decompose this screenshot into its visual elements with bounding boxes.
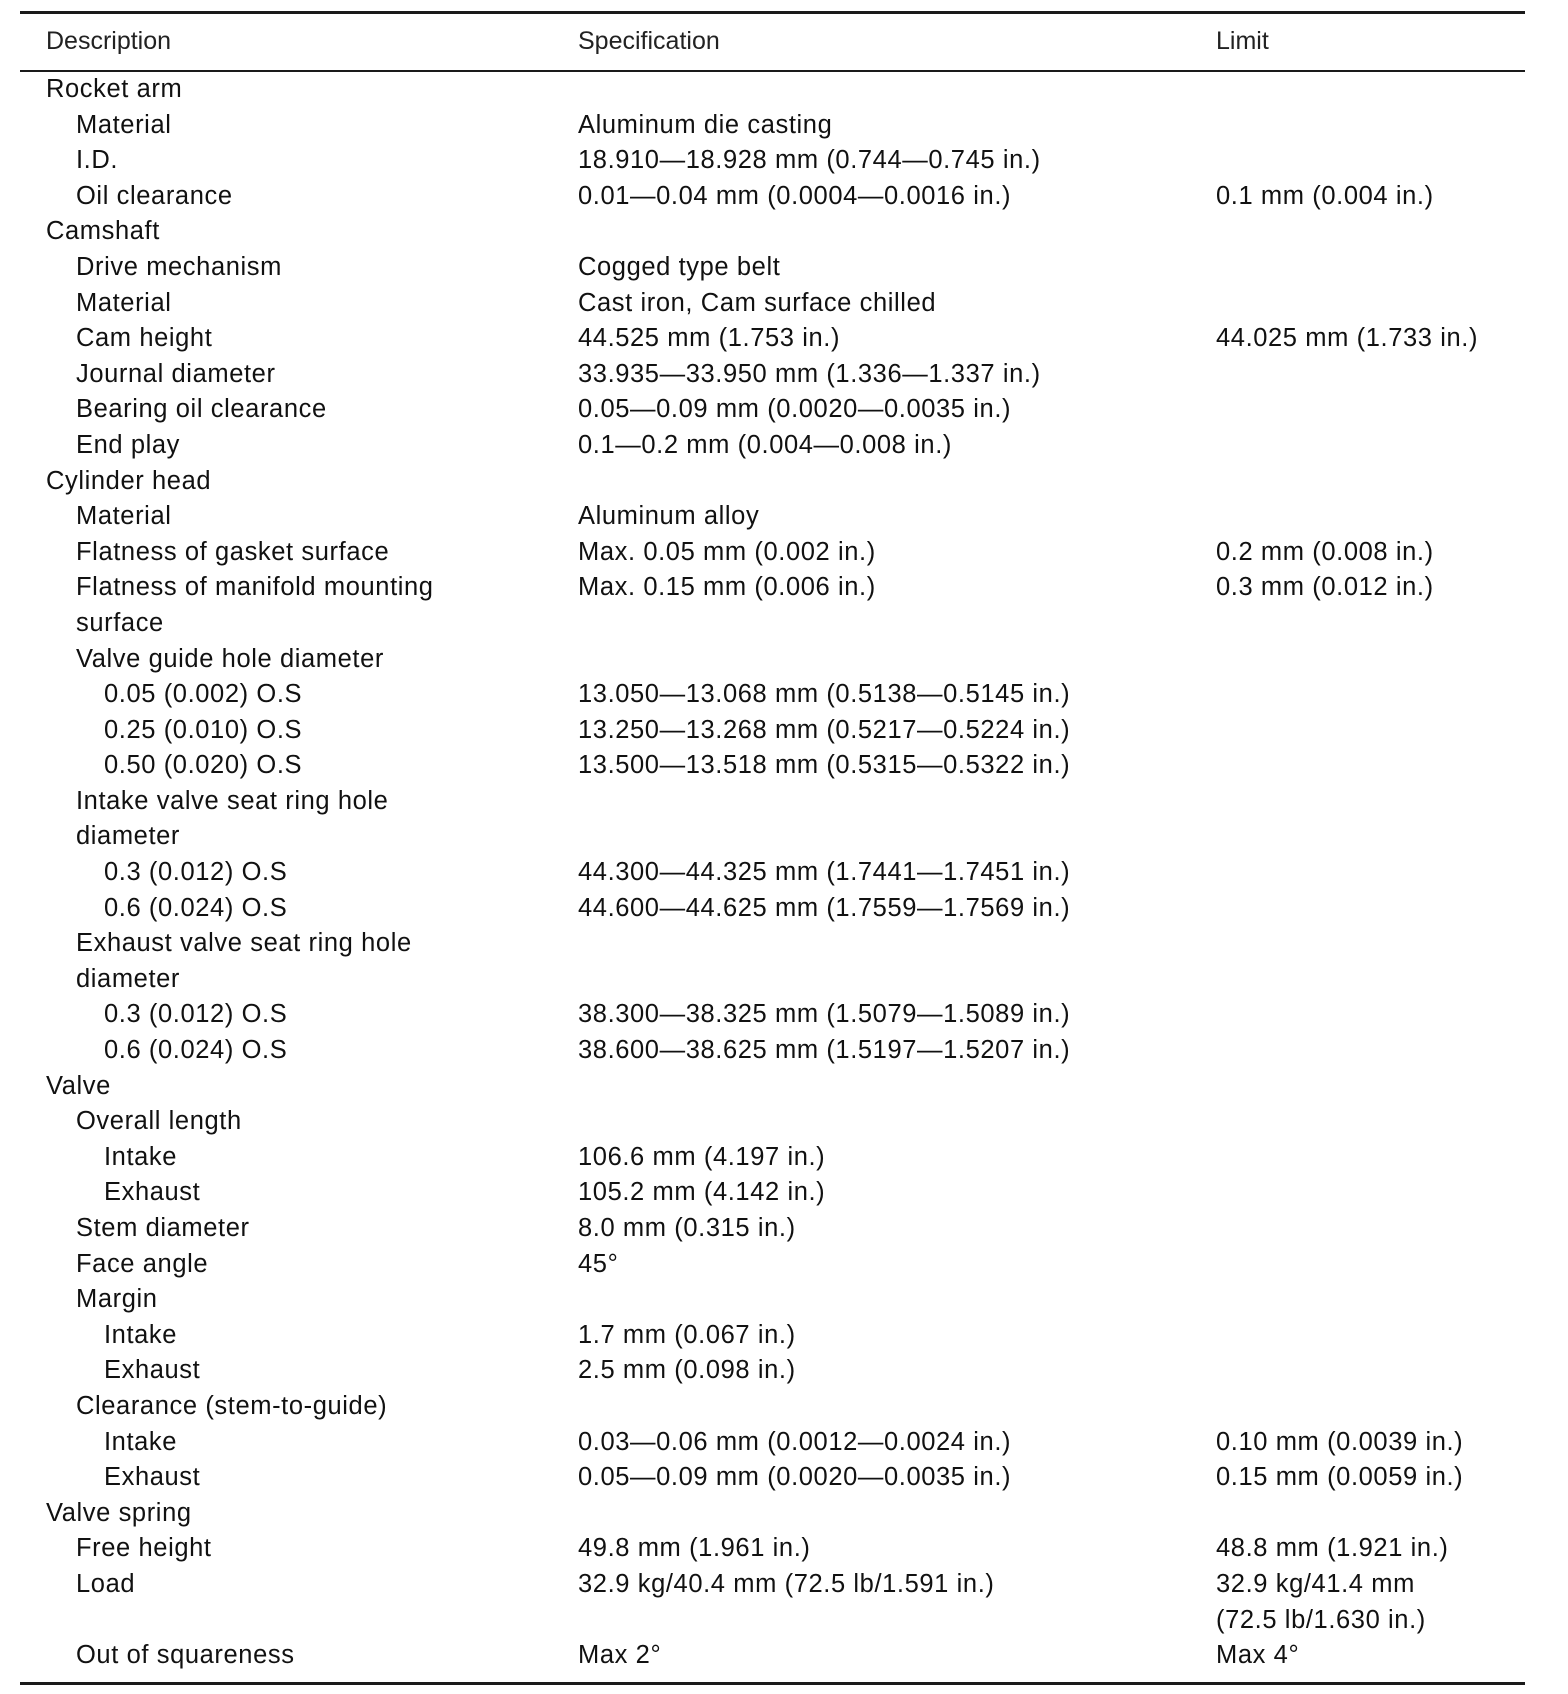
description-cell: Overall length [76,1107,242,1136]
spec-table-body [0,68,1568,1670]
table-row [0,104,1568,140]
specification-cell: 38.300—38.325 mm (1.5079—1.5089 in.) [578,1000,1071,1029]
specification-cell: Max. 0.15 mm (0.006 in.) [578,573,876,602]
specification-cell: Max. 0.05 mm (0.002 in.) [578,537,876,566]
table-row [0,993,1568,1029]
table-row [0,531,1568,567]
description-cell: Out of squareness [76,1641,295,1670]
description-cell: Intake valve seat ring hole diameter [76,786,389,851]
table-row [0,1349,1568,1385]
specification-cell: 44.525 mm (1.753 in.) [578,324,841,353]
table-row [0,566,1568,637]
table-row [0,1527,1568,1563]
specification-cell: 38.600—38.625 mm (1.5197—1.5207 in.) [578,1036,1071,1065]
table-row [0,210,1568,246]
table-row [0,68,1568,104]
description-cell: 0.6 (0.024) O.S [104,893,288,922]
limit-cell: 44.025 mm (1.733 in.) [1216,324,1479,353]
specification-cell: 0.1—0.2 mm (0.004—0.008 in.) [578,430,952,459]
table-header [0,27,1568,63]
description-cell: Cam height [76,324,213,353]
description-cell: Face angle [76,1249,209,1278]
table-row [0,673,1568,709]
limit-cell: 48.8 mm (1.921 in.) [1216,1534,1449,1563]
description-cell: Material [76,502,172,531]
description-cell: Flatness of gasket surface [76,537,390,566]
description-cell: Rocket arm [46,75,183,103]
limit-cell: 0.15 mm (0.0059 in.) [1216,1463,1464,1492]
table-row [0,1243,1568,1279]
description-cell: 0.3 (0.012) O.S [104,1000,288,1029]
table-row [0,780,1568,851]
table-row [0,317,1568,353]
description-cell: Camshaft [46,217,160,246]
description-cell: Free height [76,1534,212,1563]
specification-cell: 44.600—44.625 mm (1.7559—1.7569 in.) [578,893,1071,922]
column-header-description: Description [46,27,172,55]
table-row [0,1456,1568,1492]
table-row [0,1492,1568,1528]
specification-cell: 0.01—0.04 mm (0.0004—0.0016 in.) [578,181,1012,210]
description-cell: Bearing oil clearance [76,395,327,424]
table-row [0,1385,1568,1421]
table-row [0,1171,1568,1207]
description-cell: Flatness of manifold mounting surface [76,573,434,637]
table-row [0,851,1568,887]
table-row [0,1278,1568,1314]
table-row [0,282,1568,318]
limit-cell: 0.1 mm (0.004 in.) [1216,181,1434,210]
specification-cell: Cogged type belt [578,252,781,281]
table-row [0,1136,1568,1172]
specification-cell: 33.935—33.950 mm (1.336—1.337 in.) [578,359,1041,388]
description-cell: Exhaust [104,1356,201,1385]
specification-cell: 0.03—0.06 mm (0.0012—0.0024 in.) [578,1427,1012,1456]
description-cell: Valve guide hole diameter [76,644,384,673]
table-row [0,460,1568,496]
table-row [0,709,1568,745]
table-row [0,175,1568,211]
specification-cell: 1.7 mm (0.067 in.) [578,1320,796,1349]
description-cell: Material [76,110,172,139]
description-cell: Clearance (stem-to-guide) [76,1391,388,1420]
description-cell: Intake [104,1427,178,1456]
table-row [0,638,1568,674]
specification-cell: Aluminum die casting [578,110,833,139]
table-top-rule [20,11,1525,14]
description-cell: 0.3 (0.012) O.S [104,858,288,887]
specification-cell: 32.9 kg/40.4 mm (72.5 lb/1.591 in.) [578,1569,995,1598]
limit-cell: Max 4° [1216,1641,1300,1670]
description-cell: Exhaust valve seat ring hole diameter [76,929,412,993]
table-row [0,1563,1568,1634]
table-row [0,495,1568,531]
table-row [0,1029,1568,1065]
description-cell: Drive mechanism [76,252,282,281]
specification-cell: 45° [578,1249,619,1278]
specification-cell: 13.500—13.518 mm (0.5315—0.5322 in.) [578,751,1071,780]
specification-cell: 105.2 mm (4.142 in.) [578,1178,826,1207]
limit-cell: 0.3 mm (0.012 in.) [1216,573,1434,602]
description-cell: Material [76,288,172,317]
table-bottom-rule [20,1682,1525,1685]
description-cell: Valve spring [46,1498,192,1527]
description-cell: 0.6 (0.024) O.S [104,1036,288,1065]
description-cell: Margin [76,1285,158,1314]
limit-cell: 0.10 mm (0.0039 in.) [1216,1427,1464,1456]
description-cell: End play [76,430,181,459]
specification-cell: 0.05—0.09 mm (0.0020—0.0035 in.) [578,395,1012,424]
table-row [0,1314,1568,1350]
specification-cell: 44.300—44.325 mm (1.7441—1.7451 in.) [578,858,1071,887]
table-row [0,1100,1568,1136]
table-row [0,744,1568,780]
table-row [0,246,1568,282]
description-cell: Stem diameter [76,1214,250,1242]
specification-cell: 8.0 mm (0.315 in.) [578,1214,796,1242]
specification-cell: 106.6 mm (4.197 in.) [578,1142,826,1171]
table-row [0,887,1568,923]
limit-cell: 0.2 mm (0.008 in.) [1216,537,1434,566]
description-cell: Exhaust [104,1463,201,1492]
specification-cell: 49.8 mm (1.961 in.) [578,1534,811,1563]
description-cell: 0.05 (0.002) O.S [104,680,303,709]
table-row [0,388,1568,424]
table-row [0,424,1568,460]
specification-cell: 13.250—13.268 mm (0.5217—0.5224 in.) [578,715,1071,744]
column-header-limit: Limit [1216,27,1269,55]
description-cell: 0.25 (0.010) O.S [104,715,303,744]
description-cell: Intake [104,1142,178,1171]
specification-cell: 2.5 mm (0.098 in.) [578,1356,796,1385]
description-cell: Intake [104,1320,178,1349]
table-row [0,1421,1568,1457]
description-cell: I.D. [76,146,119,175]
limit-cell: 32.9 kg/41.4 mm (72.5 lb/1.630 in.) [1216,1569,1426,1634]
description-cell: Oil clearance [76,181,233,210]
description-cell: Valve [46,1071,111,1100]
table-row [0,1207,1568,1243]
specification-cell: Max 2° [578,1641,662,1670]
table-row [0,1634,1568,1670]
description-cell: Exhaust [104,1178,201,1207]
table-row [0,139,1568,175]
specification-cell: 13.050—13.068 mm (0.5138—0.5145 in.) [578,680,1071,709]
specification-cell: 0.05—0.09 mm (0.0020—0.0035 in.) [578,1463,1012,1492]
table-row [0,353,1568,389]
specification-cell: Cast iron, Cam surface chilled [578,288,937,317]
description-cell: Journal diameter [76,359,276,388]
description-cell: Cylinder head [46,466,212,495]
specification-cell: 18.910—18.928 mm (0.744—0.745 in.) [578,146,1041,175]
description-cell: 0.50 (0.020) O.S [104,751,303,780]
specification-cell: Aluminum alloy [578,502,760,531]
column-header-specification: Specification [578,27,720,55]
table-row [0,1065,1568,1101]
table-row [0,922,1568,993]
description-cell: Load [76,1569,136,1598]
